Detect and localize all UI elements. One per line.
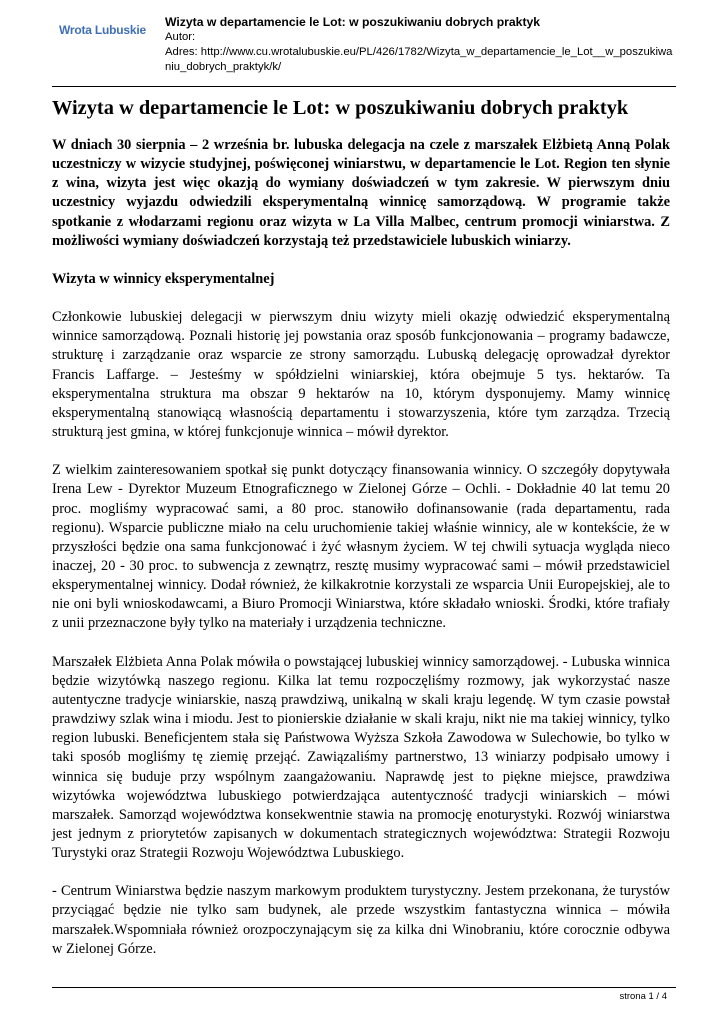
paragraph-2: Z wielkim zainteresowaniem spotkał się punkt dotyczący finansowania winnicy. O szczegóły dopytywała Irena Lew - Dyrektor Muzeum Etnograficznego w Zielonej Górze – Ochli. - Dokładnie 40 lat temu 20 proc. mogliśmy wypracować sami, a 80 proc. stanowiło dofinansowanie (rada departamentu, rada regionu). Wsparcie publiczne miało na celu uruchomienie takiej właśnie winnicy, ale w kontekście, że w przyszłości będzie ona sama funkcjonować i żyć własnym życiem. W tej chwili sytuacja wygląda nieco inaczej, 20 - 30 proc. to subwencja z zewnątrz, resztę musimy wypracować sami – mówił przedstawiciel eksperymentalnej winnicy. Dodał również, że kilkakrotnie korzystali ze wsparcia Unii Europejskiej, ale to nie oni byli wnioskodawcami, a Biuro Promocji Winiarstwa, które składało wnioski. Środki, które trafiały z unii przeznaczone były tylko na materiały i urządzenia techniczne. xyxy=(52,462,670,632)
header-title: Wizyta w departamencie le Lot: w poszukiwaniu dobrych praktyk xyxy=(165,15,541,29)
paragraph-3: Marszałek Elżbieta Anna Polak mówiła o powstającej lubuskiej winnicy samorządowej. - Lubuska winnica będzie wizytówką naszego regionu. Kilka lat temu rozpoczęliśmy rozmowy, jak wykorzystać nasze autentyczne tradycje winiarskie, naszą prawdziwą, unikalną w skali kraju legendę. W tym czasie powstał prawdziwy szlak wina i miodu. Jest to pionierskie działanie w skali kraju, nikt nie ma takiej winnicy, tylko region lubuski. Beneficjentem stała się Państwowa Wyższa Szkoła Zawodowa w Sulechowie, bo tylko w taki sposób mogliśmy tę ziemię przejąć. Zawiązaliśmy partnerstwo, 13 winiarzy podpisało umowy i winnica się buduje przy wspólnym zaangażowaniu. Naprawdę jest to piękne miejsce, prawdziwa wizytówka województwa lubuskiego potwierdzająca autentyczność tradycji winiarskich – mówi marszałek. Samorząd województwa konsekwentnie stawia na promocję enoturystyki. Rozwój winiarstwa jest jednym z priorytetów zapisanych w dokumentach strategicznych województwa: Strategii Rozwoju Turystyki oraz Strategii Rozwoju Województwa Lubuskiego. xyxy=(52,653,670,862)
paragraph-4: - Centrum Winiarstwa będzie naszym markowym produktem turystyczny. Jestem przekonana, że turystów przyciągać będzie nie tylko sam budynek, ale przede wszystkim fantastyczna winnica – mówiła marszałek.Wspomniała również orozpoczynającym się za kilka dni Winobraniu, które corocznie odbywa w Zielonej Górze. xyxy=(52,883,670,957)
footer-divider xyxy=(52,987,676,988)
header-address: Adres: http://www.cu.wrotalubuskie.eu/PL/426/1782/Wizyta_w_departamencie_le_Lot__w_poszukiwaniu_dobrych_praktyk/k/ xyxy=(165,46,673,73)
section-heading: Wizyta w winnicy eksperymentalnej xyxy=(52,270,275,287)
header-author: Autor: xyxy=(165,31,196,43)
document-header xyxy=(52,14,676,87)
header-meta xyxy=(165,15,673,75)
wrota-lubuskie-logo: Wrota Lubuskie xyxy=(59,23,146,37)
page-number: strona 1 / 4 xyxy=(619,991,667,1002)
article-title: Wizyta w departamencie le Lot: w poszukiwaniu dobrych praktyk xyxy=(52,97,629,119)
paragraph-1: Członkowie lubuskiej delegacji w pierwszym dniu wizyty mieli okazję odwiedzić eksperymentalną winnice samorządową. Poznali historię jej powstania oraz sposób funkcjonowania – programy badawcze, strukturę i zarządzanie oraz wsparcie ze strony samorządu. Lubuską delegację oprowadzał dyrektor Francis Laffarge. – Jesteśmy w spółdzielni winiarskiej, która obejmuje 5 tys. hektarów. Ta eksperymentalna struktura ma obszar 9 hektarów na 10, którym dysponujemy. Mamy winnicę eksperymentalną stanowiącą własnością departamentu i stowarzyszenia, które tym zarządza. Trzecią strukturą jest gmina, w której funkcjonuje winnica – mówił dyrektor. xyxy=(52,309,670,441)
article-lead: W dniach 30 sierpnia – 2 września br. lubuska delegacja na czele z marszałek Elżbietą Anną Polak uczestniczy w wizycie studyjnej, poświęconej winiarstwu, w departamencie le Lot. Region ten słynie z wina, wizyta jest więc okazją do wymiany doświadczeń w tym zakresie. W pierwszym dniu uczestnicy wyjazdu odwiedzili eksperymentalną winnicę samorządową. W programie także spotkanie z włodarzami regionu oraz wizyta w La Villa Malbec, centrum promocji winiarstwa. Z możliwości wymiany doświadczeń korzystają też przedstawiciele lubuskich winiarzy. xyxy=(52,137,670,249)
article-body xyxy=(52,136,670,978)
